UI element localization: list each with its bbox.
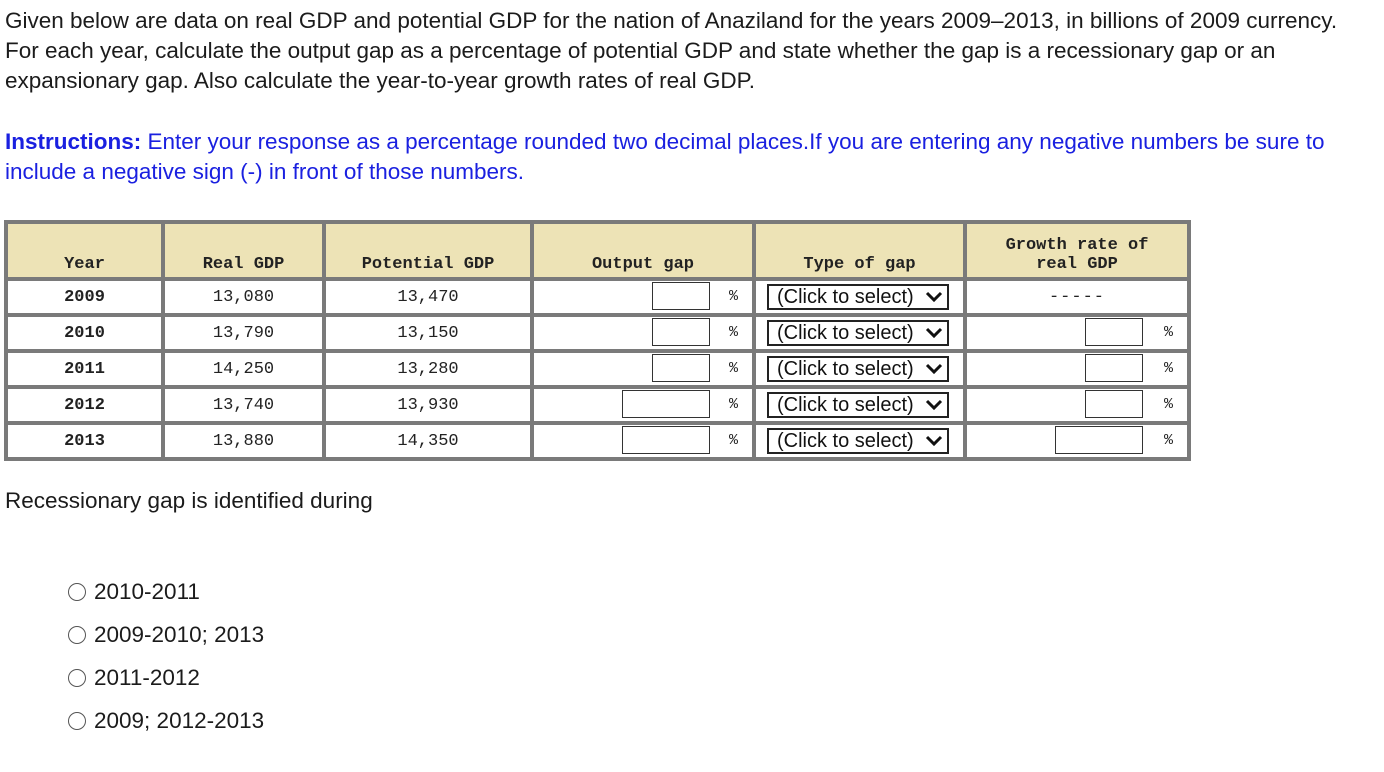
growth-rate-cell [965, 387, 1189, 423]
table-row [6, 423, 1189, 459]
percent-sign: % [1163, 432, 1173, 449]
question-text: Given below are data on real GDP and potential GDP for the nation of Anaziland for the years 2009–2013, in billions of 2009 currency. For each year, calculate the output gap as a percentage of potential GDP and state whether the gap is a recessionary gap or an expansionary gap. Also calculate the year-to-year growth rates of real GDP. [5, 8, 1338, 93]
year-cell: 2011 [6, 351, 163, 387]
type-of-gap-cell [754, 315, 965, 351]
gap-type-select-2010[interactable] [767, 320, 949, 346]
potential-gdp-cell: 14,350 [324, 423, 532, 459]
gap-type-select-2013[interactable] [767, 428, 949, 454]
percent-sign: % [728, 360, 738, 377]
real-gdp-cell: 14,250 [163, 351, 324, 387]
output-gap-input-2013[interactable] [622, 426, 710, 454]
growth-rate-cell [965, 423, 1189, 459]
type-of-gap-cell [754, 387, 965, 423]
select-placeholder: (Click to select) [777, 322, 914, 344]
answer-option-label: 2009; 2012-2013 [94, 707, 265, 733]
select-placeholder: (Click to select) [777, 358, 914, 380]
radio-button[interactable] [68, 669, 86, 687]
chevron-down-icon [925, 362, 943, 376]
growth-rate-input-2013[interactable] [1055, 426, 1143, 454]
potential-gdp-cell: 13,150 [324, 315, 532, 351]
table-header-row [6, 222, 1189, 279]
followup-question: Recessionary gap is identified during [5, 488, 373, 513]
instructions-text: Enter your response as a percentage rounded two decimal places.If you are entering any negative numbers be sure to include a negative sign (-) in front of those numbers. [5, 129, 1325, 184]
select-placeholder: (Click to select) [777, 286, 914, 308]
output-gap-cell [532, 351, 754, 387]
percent-sign: % [728, 396, 738, 413]
output-gap-cell [532, 423, 754, 459]
table-row [6, 387, 1189, 423]
instructions [5, 127, 1375, 187]
header-growth-rate-line1: Growth rate of [1005, 236, 1149, 255]
potential-gdp-cell: 13,930 [324, 387, 532, 423]
output-gap-cell [532, 279, 754, 315]
growth-rate-cell [965, 351, 1189, 387]
header-growth-rate [965, 222, 1189, 279]
output-gap-input-2012[interactable] [622, 390, 710, 418]
radio-button[interactable] [68, 626, 86, 644]
year-cell: 2013 [6, 423, 163, 459]
percent-sign: % [1163, 324, 1173, 341]
percent-sign: % [728, 432, 738, 449]
growth-rate-cell [965, 279, 1189, 315]
header-real-gdp: Real GDP [163, 222, 324, 279]
growth-rate-input-2012[interactable] [1085, 390, 1143, 418]
percent-sign: % [1163, 396, 1173, 413]
growth-rate-input-2011[interactable] [1085, 354, 1143, 382]
type-of-gap-cell [754, 351, 965, 387]
output-gap-input-2011[interactable] [652, 354, 710, 382]
chevron-down-icon [925, 398, 943, 412]
real-gdp-cell: 13,080 [163, 279, 324, 315]
percent-sign: % [728, 288, 738, 305]
radio-button[interactable] [68, 712, 86, 730]
real-gdp-cell: 13,790 [163, 315, 324, 351]
chevron-down-icon [925, 326, 943, 340]
output-gap-cell [532, 315, 754, 351]
real-gdp-cell: 13,880 [163, 423, 324, 459]
chevron-down-icon [925, 290, 943, 304]
year-cell: 2010 [6, 315, 163, 351]
percent-sign: % [728, 324, 738, 341]
growth-rate-input-2010[interactable] [1085, 318, 1143, 346]
potential-gdp-cell: 13,280 [324, 351, 532, 387]
instructions-label: Instructions: [5, 129, 142, 154]
percent-sign: % [1163, 360, 1173, 377]
type-of-gap-cell [754, 423, 965, 459]
chevron-down-icon [925, 434, 943, 448]
header-year: Year [6, 222, 163, 279]
answer-option[interactable] [68, 570, 264, 613]
real-gdp-cell: 13,740 [163, 387, 324, 423]
answer-option[interactable] [68, 656, 264, 699]
table-row [6, 279, 1189, 315]
gap-type-select-2009[interactable] [767, 284, 949, 310]
no-growth-dashes: ----- [1048, 287, 1105, 307]
table-row [6, 351, 1189, 387]
answer-option-label: 2009-2010; 2013 [94, 621, 265, 647]
answer-option[interactable] [68, 613, 264, 656]
header-growth-rate-line2: real GDP [1036, 255, 1118, 274]
growth-rate-cell [965, 315, 1189, 351]
answer-option-label: 2011-2012 [94, 664, 200, 690]
output-gap-input-2009[interactable] [652, 282, 710, 310]
gdp-table [4, 220, 1191, 461]
header-output-gap: Output gap [532, 222, 754, 279]
gap-type-select-2011[interactable] [767, 356, 949, 382]
year-cell: 2012 [6, 387, 163, 423]
radio-button[interactable] [68, 583, 86, 601]
gap-type-select-2012[interactable] [767, 392, 949, 418]
header-potential-gdp: Potential GDP [324, 222, 532, 279]
year-cell: 2009 [6, 279, 163, 315]
potential-gdp-cell: 13,470 [324, 279, 532, 315]
table-row [6, 315, 1189, 351]
output-gap-input-2010[interactable] [652, 318, 710, 346]
select-placeholder: (Click to select) [777, 394, 914, 416]
answer-option[interactable] [68, 699, 264, 742]
select-placeholder: (Click to select) [777, 430, 914, 452]
output-gap-cell [532, 387, 754, 423]
type-of-gap-cell [754, 279, 965, 315]
header-type-of-gap: Type of gap [754, 222, 965, 279]
answer-option-label: 2010-2011 [94, 578, 200, 604]
answer-options [68, 570, 264, 742]
